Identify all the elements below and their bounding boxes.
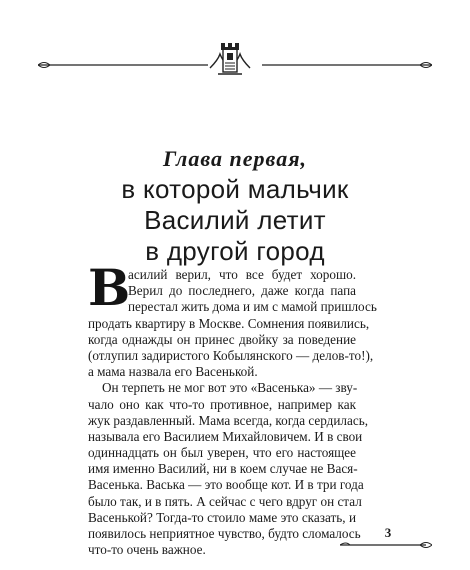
text-line: перестал жить дома и им с мамой пришлось	[128, 299, 377, 315]
text-line: а мама назвала его Васенькой.	[88, 364, 258, 380]
text-line: Верил до последнего, даже когда папа	[128, 283, 356, 299]
text-line: было так, и в пять. А сейчас с чего вдруг он стал	[88, 493, 362, 509]
chapter-title-line: в которой мальчик	[121, 174, 349, 204]
chapter-label: Глава первая,	[162, 146, 308, 171]
text-line: Васенька. Васька — это вообще кот. И в три года	[88, 477, 364, 493]
bottom-ornamental-rule	[340, 540, 432, 550]
chapter-title	[0, 174, 470, 267]
chapter-title-line: в другой город	[145, 236, 325, 266]
text-line: называла его Василием Михайловичем. И в свои	[88, 428, 363, 444]
castle-tower-emblem-icon	[208, 38, 252, 78]
text-line: Он терпеть не мог вот это «Васенька» — зву-	[102, 380, 358, 396]
text-line: появилось неприятное чувство, будто сломалось	[88, 526, 361, 541]
text-line: (отлупил задиристого Кобылянского — делов-то!),	[88, 347, 374, 363]
text-line: одиннадцать он был уверен, что его настоящее	[88, 445, 356, 461]
text-line: асилий верил, что все будет хорошо.	[128, 267, 356, 282]
text-line: когда однажды он принес двойку за поведение	[88, 331, 356, 347]
text-line: чало оно как что-то противное, например как	[88, 396, 356, 412]
page-number: 3	[384, 525, 392, 540]
text-line: жук раздавленный. Мама всегда, когда сердилась,	[88, 412, 369, 428]
text-line: что-то очень важное.	[88, 542, 206, 558]
text-line: имя именно Василий, ни в коем случае не Вася-	[88, 461, 358, 477]
text-line: Васенькой? Тогда-то стоило маме это сказать, и	[88, 509, 356, 525]
drop-cap	[88, 258, 131, 317]
chapter-title-line: Василий летит	[144, 205, 326, 235]
text-line: продать квартиру в Москве. Сомнения появились,	[88, 315, 370, 331]
drop-cap-letter: В	[88, 258, 131, 317]
